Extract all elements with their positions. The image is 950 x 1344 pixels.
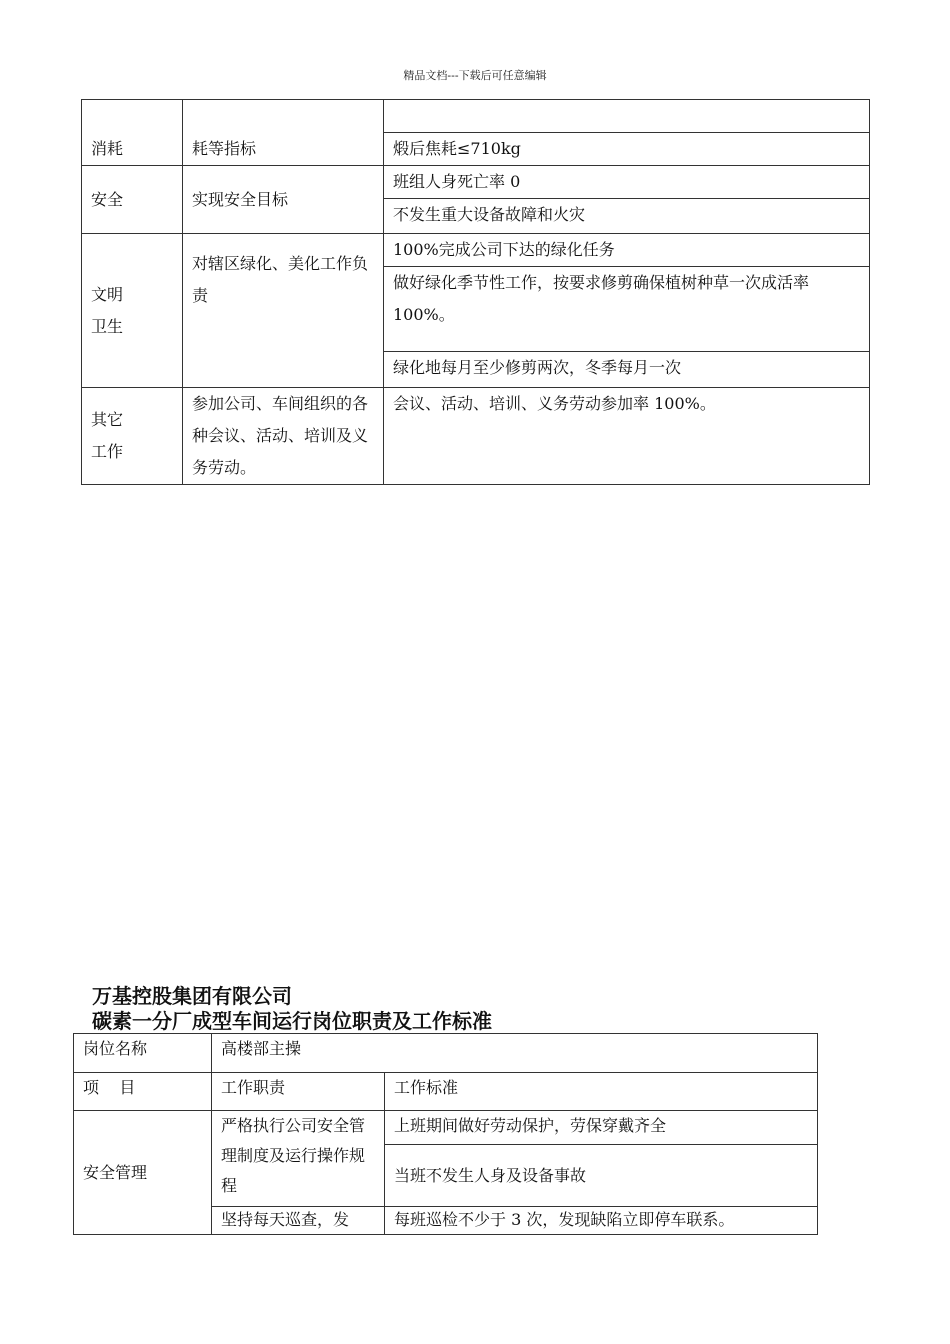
position-label: 岗位名称 bbox=[74, 1034, 212, 1073]
col-header-duty: 工作职责 bbox=[212, 1073, 385, 1111]
std-safety-1: 班组人身死亡率 0 bbox=[384, 166, 870, 199]
col-header-item: 项 目 bbox=[74, 1073, 212, 1111]
std-patrol: 每班巡检不少于 3 次，发现缺陷立即停车联系。 bbox=[385, 1207, 818, 1235]
position-value: 高楼部主操 bbox=[212, 1034, 818, 1073]
duty-patrol: 坚持每天巡查，发 bbox=[212, 1207, 385, 1235]
row-label-hygiene: 文明 卫生 bbox=[82, 234, 183, 388]
std-safety-management-1: 上班期间做好劳动保护，劳保穿戴齐全 bbox=[385, 1111, 818, 1145]
standards-table-continued bbox=[81, 99, 870, 485]
std-safety-management-2: 当班不发生人身及设备事故 bbox=[385, 1145, 818, 1207]
job-standards-table bbox=[73, 1033, 818, 1235]
std-consumption: 煅后焦耗≤710kg bbox=[384, 133, 870, 166]
std-other: 会议、活动、培训、义务劳动参加率 100%。 bbox=[384, 388, 870, 485]
company-title: 万基控股集团有限公司 bbox=[92, 984, 292, 1008]
document-title: 碳素一分厂成型车间运行岗位职责及工作标准 bbox=[92, 1009, 492, 1033]
duty-hygiene: 对辖区绿化、美化工作负责 bbox=[183, 234, 384, 388]
row-label-safety: 安全 bbox=[82, 166, 183, 234]
row-label-other: 其它 工作 bbox=[82, 388, 183, 485]
page-header: 精品文档---下载后可任意编辑 bbox=[403, 69, 547, 82]
std-safety-2: 不发生重大设备故障和火灾 bbox=[384, 199, 870, 234]
row-label-safety-management: 安全管理 bbox=[74, 1111, 212, 1235]
col-header-standard: 工作标准 bbox=[385, 1073, 818, 1111]
duty-other: 参加公司、车间组织的各种会议、活动、培训及义务劳动。 bbox=[183, 388, 384, 485]
std-hygiene-3: 绿化地每月至少修剪两次，冬季每月一次 bbox=[384, 352, 870, 388]
std-empty bbox=[384, 100, 870, 133]
std-hygiene-1: 100%完成公司下达的绿化任务 bbox=[384, 234, 870, 267]
duty-safety: 实现安全目标 bbox=[183, 166, 384, 234]
row-label-consumption: 消耗 bbox=[82, 100, 183, 166]
duty-consumption: 耗等指标 bbox=[183, 100, 384, 166]
std-hygiene-2: 做好绿化季节性工作，按要求修剪确保植树种草一次成活率 100%。 bbox=[384, 267, 870, 352]
duty-safety-management: 严格执行公司安全管理制度及运行操作规程 bbox=[212, 1111, 385, 1207]
